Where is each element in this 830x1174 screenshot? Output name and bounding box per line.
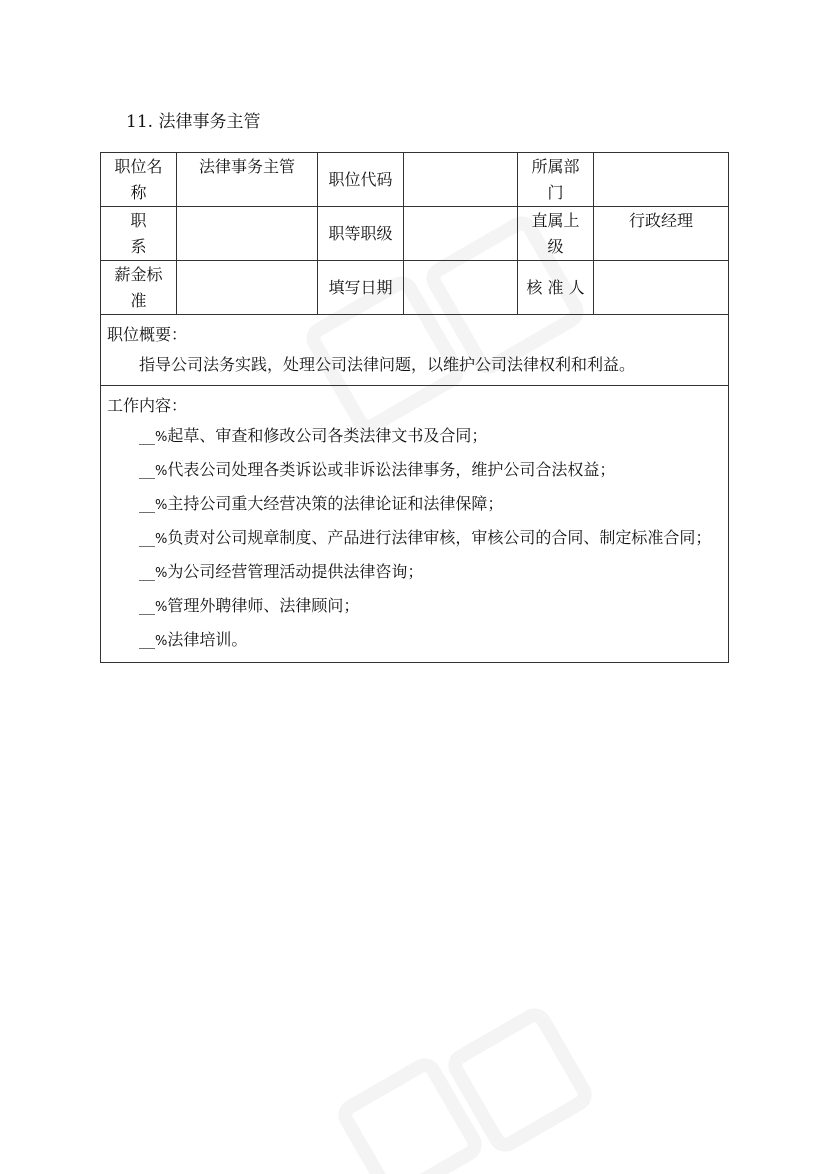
grade-label: 职等职级: [318, 207, 404, 261]
series-label: 职系: [101, 207, 177, 261]
blank-line: __: [139, 494, 155, 513]
duty-item: [107, 592, 722, 622]
blank-line: __: [139, 528, 155, 547]
blank-line: __: [139, 460, 155, 479]
fill-date-value: [404, 261, 518, 315]
table-row: [101, 261, 729, 315]
blank-line: __: [139, 426, 155, 445]
section-title: 11. 法律事务主管: [126, 112, 261, 132]
overview-heading: 职位概要：: [107, 325, 188, 344]
department-value: [594, 153, 729, 207]
blank-line: __: [139, 596, 155, 615]
duties-heading: 工作内容：: [107, 396, 188, 415]
superior-value: 行政经理: [594, 207, 729, 261]
blank-line: __: [139, 630, 155, 649]
approver-label: 核 准 人: [518, 261, 594, 315]
table-row: [101, 153, 729, 207]
blank-line: __: [139, 562, 155, 581]
percent-sign: %: [155, 566, 168, 581]
duty-text: 负责对公司规章制度、产品进行法律审核，审核公司的合同、制定标准合同；: [167, 528, 712, 547]
duty-item: [107, 558, 722, 588]
department-label: 所属部门: [518, 153, 594, 207]
salary-label: 薪金标准: [101, 261, 177, 315]
percent-sign: %: [155, 464, 168, 479]
duty-item: [107, 490, 722, 520]
percent-sign: %: [155, 498, 168, 513]
duty-item: [107, 422, 722, 452]
position-name-label: 职位名称: [101, 153, 177, 207]
overview-section: [101, 315, 729, 386]
duty-text: 起草、审查和修改公司各类法律文书及合同；: [167, 426, 488, 445]
approver-value: [594, 261, 729, 315]
series-value: [177, 207, 318, 261]
overview-text: 指导公司法务实践，处理公司法律问题，以维护公司法律权利和利益。: [139, 355, 636, 374]
percent-sign: %: [155, 430, 168, 445]
position-code-value: [404, 153, 518, 207]
job-description-table: [100, 152, 729, 663]
table-row: [101, 207, 729, 261]
duty-text: 为公司经营管理活动提供法律咨询；: [167, 562, 424, 581]
salary-value: [177, 261, 318, 315]
table-row: [101, 315, 729, 386]
duties-section: [101, 386, 729, 663]
fill-date-label: 填写日期: [318, 261, 404, 315]
duty-item: [107, 524, 722, 554]
table-row: [101, 386, 729, 663]
position-name-value: 法律事务主管: [177, 153, 318, 207]
duty-item: [107, 626, 722, 656]
grade-value: [404, 207, 518, 261]
duty-text: 主持公司重大经营决策的法律论证和法律保障；: [167, 494, 504, 513]
position-code-label: 职位代码: [318, 153, 404, 207]
superior-label: 直属上级: [518, 207, 594, 261]
duty-text: 管理外聘律师、法律顾问；: [167, 596, 360, 615]
percent-sign: %: [155, 532, 168, 547]
duty-item: [107, 456, 722, 486]
duty-text: 代表公司处理各类诉讼或非诉讼法律事务，维护公司合法权益；: [167, 460, 616, 479]
duty-text: 法律培训。: [167, 630, 248, 649]
percent-sign: %: [155, 634, 168, 649]
percent-sign: %: [155, 600, 168, 615]
